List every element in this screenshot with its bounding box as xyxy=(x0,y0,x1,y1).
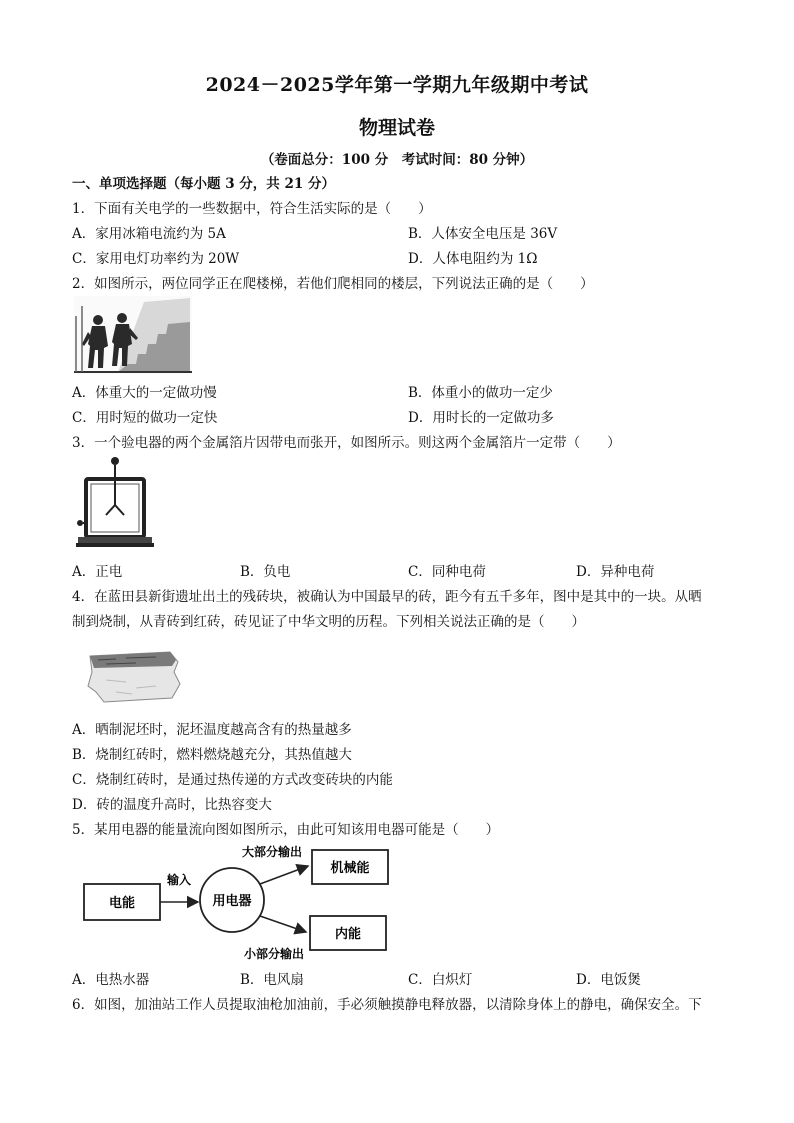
q4-option-d: D．砖的温度升高时，比热容变大 xyxy=(72,797,272,813)
diagram-minor-target-label: 内能 xyxy=(334,927,362,942)
exam-meta: （卷面总分：100 分 考试时间：80 分钟） xyxy=(260,152,534,168)
q3-option-b: B．负电 xyxy=(240,564,291,580)
q4-option-a: A．晒制泥坯时，泥坯温度越高含有的热量越多 xyxy=(72,722,352,738)
q2-stairs-figure xyxy=(74,296,192,378)
q3-option-c: C．同种电荷 xyxy=(408,564,486,580)
q1-option-d: D．人体电阻约为 1Ω xyxy=(408,251,538,267)
exam-subject: 物理试卷 xyxy=(358,117,435,139)
q3-option-d: D．异种电荷 xyxy=(576,564,655,580)
q5-stem: 5．某用电器的能量流向图如图所示，由此可知该用电器可能是（ ） xyxy=(72,822,500,838)
q5-energy-flow-diagram xyxy=(80,842,400,964)
q5-option-d: D．电饭煲 xyxy=(576,972,641,988)
diagram-source-label: 电能 xyxy=(108,896,136,911)
diagram-minor-output-label: 小部分输出 xyxy=(243,947,305,960)
section-heading: 一、单项选择题（每小题 3 分，共 21 分） xyxy=(72,176,335,192)
q4-brick-figure xyxy=(86,648,184,710)
q4-option-c: C．烧制红砖时，是通过热传递的方式改变砖块的内能 xyxy=(72,772,393,788)
diagram-major-target-label: 机械能 xyxy=(330,861,370,876)
diagram-device-label: 用电器 xyxy=(212,894,252,909)
q5-option-b: B．电风扇 xyxy=(240,972,304,988)
q2-option-c: C．用时短的做功一定快 xyxy=(72,410,218,426)
q3-option-a: A．正电 xyxy=(72,564,123,580)
q5-option-a: A．电热水器 xyxy=(72,972,150,988)
q2-stem: 2．如图所示，两位同学正在爬楼梯，若他们爬相同的楼层，下列说法正确的是（ ） xyxy=(72,276,594,292)
q2-option-b: B．体重小的做功一定少 xyxy=(408,385,553,401)
q6-stem: 6．如图，加油站工作人员提取油枪加油前，手必须触摸静电释放器，以清除身体上的静电，确保安全。下 xyxy=(72,997,702,1013)
q2-option-d: D．用时长的一定做功多 xyxy=(408,410,554,426)
exam-title: 2024－2025学年第一学期九年级期中考试 xyxy=(205,74,589,96)
q4-stem-line1: 4．在蓝田县新街遗址出土的残砖块，被确认为中国最早的砖，距今有五千多年，图中是其中的一块。从晒 xyxy=(72,589,702,605)
diagram-input-label: 输入 xyxy=(166,873,192,887)
q1-option-c: C．家用电灯功率约为 20W xyxy=(72,251,240,267)
diagram-major-output-label: 大部分输出 xyxy=(241,845,303,859)
q1-option-a: A．家用冰箱电流约为 5A xyxy=(72,226,226,242)
q2-option-a: A．体重大的一定做功慢 xyxy=(72,385,217,401)
q4-option-b: B．烧制红砖时，燃料燃烧越充分，其热值越大 xyxy=(72,747,352,763)
q3-stem: 3．一个验电器的两个金属箔片因带电而张开，如图所示。则这两个金属箔片一定带（ ） xyxy=(72,435,621,451)
q1-option-b: B．人体安全电压是 36V xyxy=(408,226,558,242)
q4-stem-line2: 制到烧制，从青砖到红砖，砖见证了中华文明的历程。下列相关说法正确的是（ ） xyxy=(72,614,585,630)
q5-option-c: C．白炽灯 xyxy=(408,972,473,988)
q3-electroscope-figure xyxy=(74,455,154,555)
q1-stem: 1．下面有关电学的一些数据中，符合生活实际的是（ ） xyxy=(72,201,432,217)
